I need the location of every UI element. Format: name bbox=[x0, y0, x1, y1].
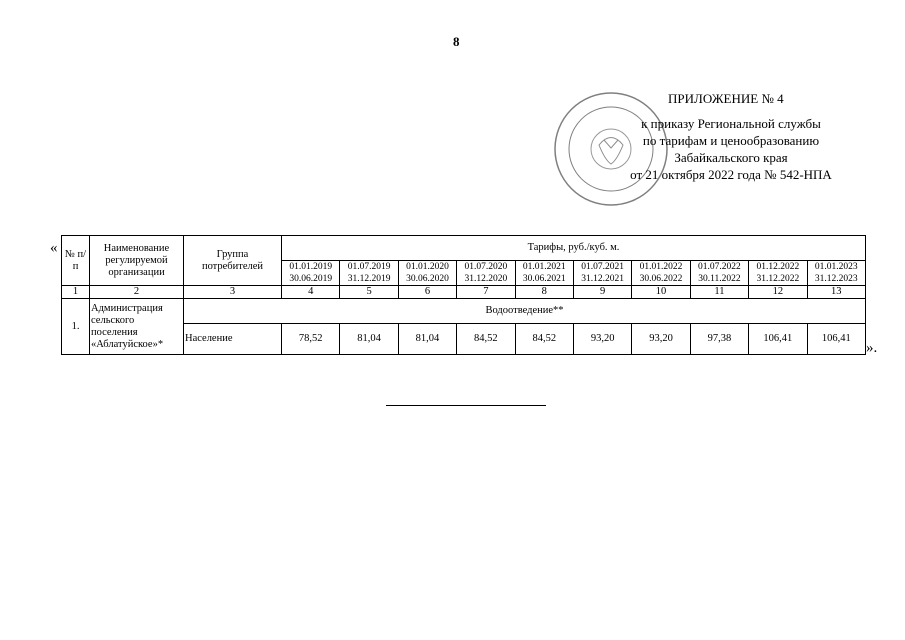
column-number: 12 bbox=[749, 286, 807, 299]
appendix-line: по тарифам и ценообразованию bbox=[642, 133, 820, 148]
column-number: 3 bbox=[184, 286, 282, 299]
column-number: 11 bbox=[690, 286, 748, 299]
column-number: 4 bbox=[282, 286, 340, 299]
column-number: 6 bbox=[398, 286, 456, 299]
row-num: 1. bbox=[62, 299, 90, 355]
period-header bbox=[515, 261, 573, 286]
header-group: Группа потребителей bbox=[184, 236, 282, 286]
column-number: 9 bbox=[573, 286, 631, 299]
column-number: 7 bbox=[457, 286, 515, 299]
period-to: 31.12.2021 bbox=[581, 274, 625, 284]
appendix-line: к приказу Региональной службы bbox=[641, 116, 821, 131]
period-from: 01.12.2022 bbox=[756, 262, 800, 272]
tariff-value: 93,20 bbox=[632, 324, 690, 355]
period-header bbox=[807, 261, 866, 286]
period-from: 01.01.2020 bbox=[406, 262, 449, 272]
period-from: 01.01.2021 bbox=[522, 262, 566, 272]
period-from: 01.01.2019 bbox=[289, 262, 333, 272]
appendix-title: ПРИЛОЖЕНИЕ № 4 bbox=[668, 91, 784, 106]
column-number: 2 bbox=[90, 286, 184, 299]
tariff-value: 106,41 bbox=[749, 324, 807, 355]
period-from: 01.01.2023 bbox=[814, 262, 858, 272]
period-from: 01.07.2020 bbox=[464, 262, 508, 272]
period-to: 31.12.2022 bbox=[756, 274, 800, 284]
period-from: 01.01.2022 bbox=[639, 262, 683, 272]
tariff-value: 84,52 bbox=[515, 324, 573, 355]
row-org: Администрация сельского поселения «Аблатуйское»* bbox=[90, 299, 184, 355]
period-header bbox=[632, 261, 690, 286]
tariff-value: 97,38 bbox=[690, 324, 748, 355]
period-from: 01.07.2019 bbox=[347, 262, 391, 272]
tariff-value: 84,52 bbox=[457, 324, 515, 355]
header-num: № п/п bbox=[62, 236, 90, 286]
period-header bbox=[749, 261, 807, 286]
period-header bbox=[340, 261, 398, 286]
page-number: 8 bbox=[453, 34, 460, 49]
tariff-value: 106,41 bbox=[807, 324, 866, 355]
period-header bbox=[282, 261, 340, 286]
period-to: 31.12.2019 bbox=[347, 274, 391, 284]
column-number: 1 bbox=[62, 286, 90, 299]
period-to: 31.12.2023 bbox=[814, 274, 858, 284]
tariff-value: 93,20 bbox=[573, 324, 631, 355]
period-to: 31.12.2020 bbox=[464, 274, 508, 284]
column-number: 13 bbox=[807, 286, 866, 299]
period-from: 01.07.2021 bbox=[581, 262, 625, 272]
period-from: 01.07.2022 bbox=[698, 262, 741, 272]
header-org: Наименование регулируемой организации bbox=[90, 236, 184, 286]
row-category: Водоотведение** bbox=[184, 299, 866, 324]
period-to: 30.06.2019 bbox=[289, 274, 333, 284]
period-to: 30.06.2022 bbox=[639, 274, 683, 284]
period-header bbox=[690, 261, 748, 286]
tariff-value: 81,04 bbox=[398, 324, 456, 355]
closing-quote: ». bbox=[866, 340, 878, 356]
separator-line bbox=[386, 405, 546, 406]
column-number: 8 bbox=[515, 286, 573, 299]
column-number-row bbox=[62, 286, 866, 299]
period-to: 30.06.2021 bbox=[522, 274, 566, 284]
appendix-line: Забайкальского края bbox=[674, 150, 788, 165]
tariff-value: 78,52 bbox=[282, 324, 340, 355]
period-header bbox=[457, 261, 515, 286]
column-number: 10 bbox=[632, 286, 690, 299]
period-to: 30.11.2022 bbox=[698, 274, 741, 284]
appendix-line: от 21 октября 2022 года № 542-НПА bbox=[630, 167, 832, 182]
tariff-value: 81,04 bbox=[340, 324, 398, 355]
period-to: 30.06.2020 bbox=[406, 274, 449, 284]
period-header bbox=[573, 261, 631, 286]
tariff-table bbox=[61, 235, 866, 355]
period-header bbox=[398, 261, 456, 286]
row-group: Население bbox=[184, 324, 282, 355]
column-number: 5 bbox=[340, 286, 398, 299]
appendix-header bbox=[618, 90, 858, 183]
opening-quote: « bbox=[50, 240, 58, 256]
header-tariffs: Тарифы, руб./куб. м. bbox=[282, 236, 866, 261]
